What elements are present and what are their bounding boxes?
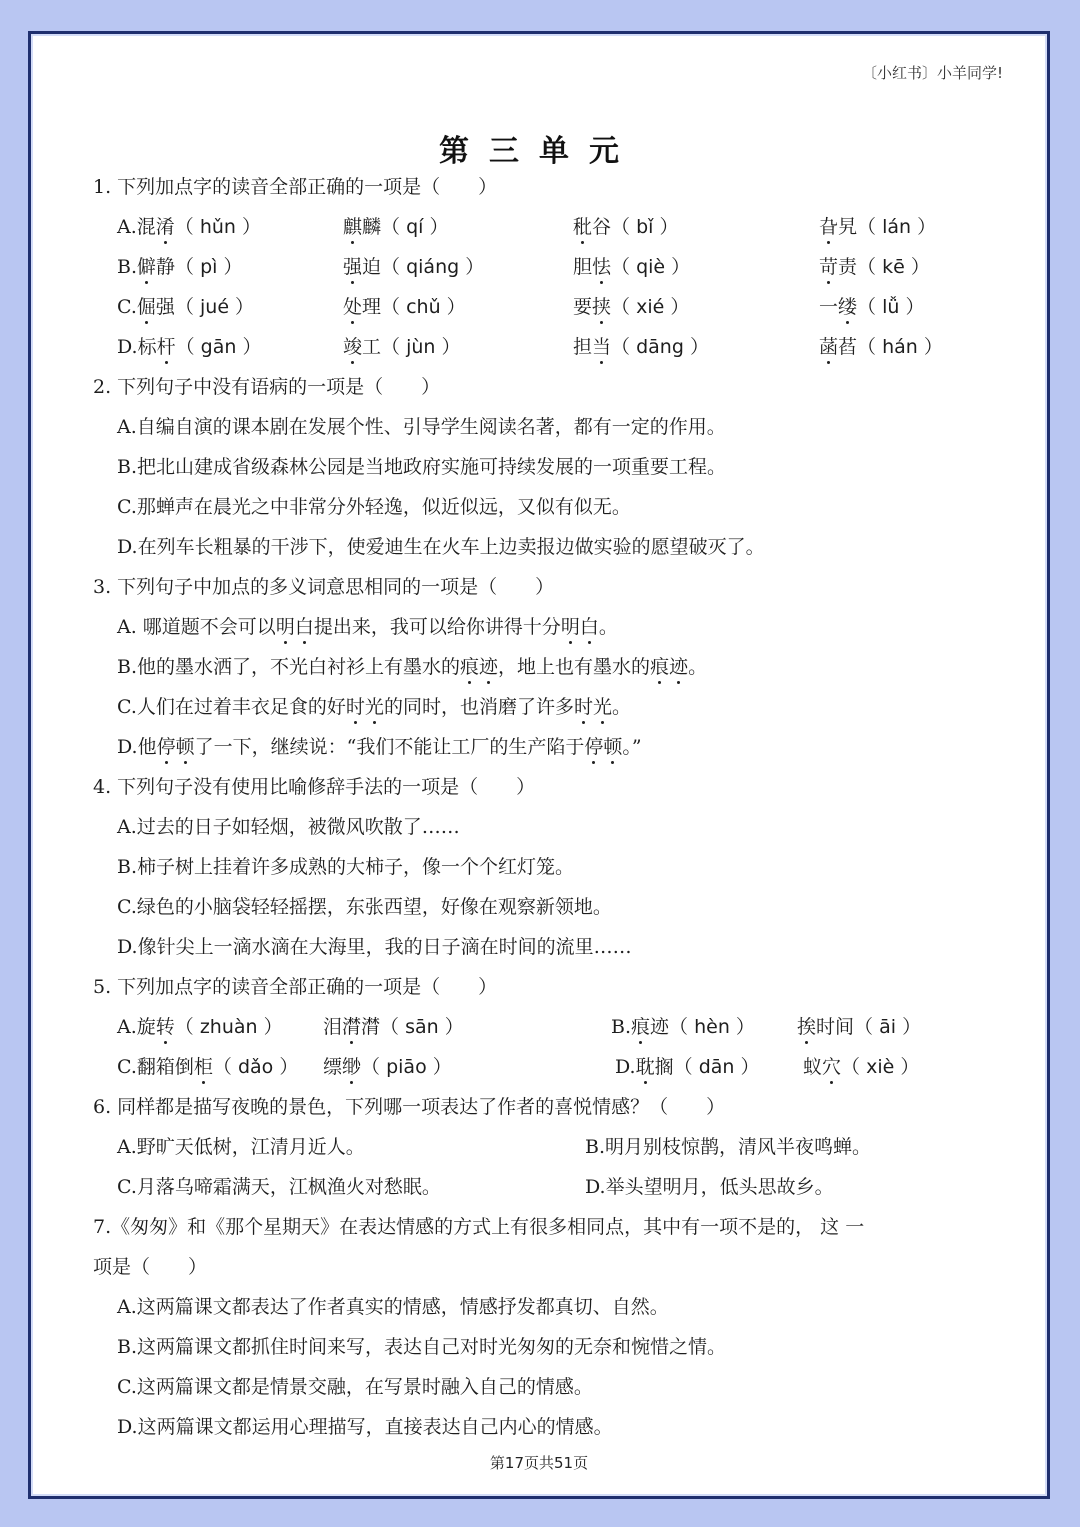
question-stem: 项是（ ）: [93, 1256, 208, 1278]
pinyin: dǎo: [231, 1056, 280, 1078]
dotted-char: 时: [345, 696, 365, 718]
question-stem: 3. 下列句子中加点的多义词意思相同的一项是（ ）: [93, 576, 555, 598]
pinyin: jué: [193, 296, 236, 318]
pinyin-item: C.倔强（ jué ）: [117, 296, 255, 318]
dotted-char: 顿: [175, 736, 195, 758]
dotted-char: 柜: [193, 1056, 213, 1078]
answer-option-row: [93, 1127, 993, 1167]
dotted-char: 白: [579, 616, 599, 638]
pinyin-item: C.翻箱倒柜（ dǎo ）: [117, 1056, 299, 1078]
page-number: 第17页共51页: [489, 1454, 589, 1472]
pinyin-item: 挨时间（ āi ）: [797, 1016, 922, 1038]
question-stem: 2. 下列句子中没有语病的一项是（ ）: [93, 376, 441, 398]
answer-option: C.绿色的小脑袋轻轻摇摆，东张西望，好像在观察新领地。: [117, 896, 612, 918]
answer-option: C.这两篇课文都是情景交融，在写景时融入自己的情感。: [117, 1376, 593, 1398]
pinyin-item: 泪潸潸（ sān ）: [323, 1016, 464, 1038]
answer-option: D.他停顿了一下，继续说：“我们不能让工厂的生产陷于停顿。”: [117, 736, 642, 758]
answer-option: B.柿子树上挂着许多成熟的大柿子，像一个个红灯笼。: [117, 856, 575, 878]
answer-option: D.举头望明月，低头思故乡。: [585, 1176, 834, 1198]
worksheet-page: [28, 31, 1050, 1499]
pinyin: chǔ: [400, 296, 447, 318]
pinyin-item: 胆怯（ qiè ）: [573, 256, 691, 278]
answer-option: D.这两篇课文都运用心理描写，直接表达自己内心的情感。: [117, 1416, 613, 1438]
pinyin-item: D.标杆（ gān ）: [117, 336, 262, 358]
dotted-char: 停: [584, 736, 604, 758]
dotted-char: 挨: [797, 1016, 817, 1038]
dotted-char: 淆: [155, 216, 175, 238]
dotted-char: 苛: [819, 256, 839, 278]
answer-option-row: [93, 1007, 993, 1047]
dotted-char: 痕: [631, 1016, 651, 1038]
pinyin-item: A.旋转（ zhuàn ）: [117, 1016, 283, 1038]
dotted-char: 迹: [669, 656, 689, 678]
pinyin: sān: [399, 1016, 445, 1038]
answer-option: A. 哪道题不会可以明白提出来，我可以给你讲得十分明白。: [117, 616, 618, 638]
answer-option: B.明月别枝惊鹊，清风半夜鸣蝉。: [585, 1136, 872, 1158]
page-title: 第三单元: [439, 134, 639, 169]
question-stem: 6. 同样都是描写夜晚的景色，下列哪一项表达了作者的喜悦情感？（ ）: [93, 1096, 726, 1118]
pinyin: hǔn: [193, 216, 243, 238]
answer-option-row: [93, 207, 993, 247]
answer-option-row: [93, 287, 993, 327]
answer-option: A.自编自演的课本剧在发展个性、引导学生阅读名著，都有一定的作用。: [117, 416, 726, 438]
pinyin-item: D.耽搁（ dān ）: [615, 1056, 760, 1078]
pinyin-item: 担当（ dāng ）: [573, 336, 709, 358]
answer-option-row: [93, 247, 993, 287]
pinyin: qiáng: [400, 256, 466, 278]
dotted-char: 痕: [650, 656, 670, 678]
question-stem: 7.《匆匆》和《那个星期天》在表达情感的方式上有很多相同点，其中有一项不是的， 这 一: [93, 1216, 865, 1238]
question-stem: 5. 下列加点字的读音全部正确的一项是（ ）: [93, 976, 498, 998]
pinyin-item: A.混淆（ hǔn ）: [117, 216, 262, 238]
pinyin: qiè: [630, 256, 672, 278]
answer-option-row: [93, 1047, 993, 1087]
answer-option: A.野旷天低树，江清月近人。: [117, 1136, 365, 1158]
pinyin: āi: [873, 1016, 903, 1038]
dotted-char: 光: [592, 696, 612, 718]
dotted-char: 倔: [136, 296, 156, 318]
dotted-char: 僻: [137, 256, 157, 278]
dotted-char: 顿: [603, 736, 623, 758]
pinyin-item: 处理（ chǔ ）: [343, 296, 466, 318]
pinyin-item: 秕谷（ bǐ ）: [573, 216, 679, 238]
dotted-char: 光: [364, 696, 384, 718]
dotted-char: 潸: [342, 1016, 362, 1038]
pinyin: qí: [400, 216, 430, 238]
answer-option: A.这两篇课文都表达了作者真实的情感，情感抒发都真切、自然。: [117, 1296, 669, 1318]
dotted-char: 竣: [343, 336, 363, 358]
question-stem: 1. 下列加点字的读音全部正确的一项是（ ）: [93, 176, 498, 198]
dotted-char: 当: [592, 336, 612, 358]
pinyin: jùn: [400, 336, 442, 358]
pinyin: pì: [194, 256, 224, 278]
dotted-char: 白: [294, 616, 314, 638]
dotted-char: 明: [275, 616, 295, 638]
answer-option: B.他的墨水洒了，不光白衬衫上有墨水的痕迹，地上也有墨水的痕迹。: [117, 656, 708, 678]
pinyin-item: 要挟（ xié ）: [573, 296, 690, 318]
dotted-char: 痕: [460, 656, 480, 678]
answer-option: C.月落乌啼霜满天，江枫渔火对愁眠。: [117, 1176, 441, 1198]
pinyin-item: 一缕（ lǚ ）: [819, 296, 925, 318]
dotted-char: 迹: [479, 656, 499, 678]
pinyin-item: 苛责（ kē ）: [819, 256, 930, 278]
pinyin-item: B.僻静（ pì ）: [117, 256, 243, 278]
answer-option-row: [93, 327, 993, 367]
dotted-char: 停: [156, 736, 176, 758]
question-stem: 4. 下列句子没有使用比喻修辞手法的一项是（ ）: [93, 776, 536, 798]
dotted-char: 强: [343, 256, 363, 278]
dotted-char: 穴: [822, 1056, 842, 1078]
dotted-char: 秕: [573, 216, 593, 238]
pinyin: gān: [194, 336, 243, 358]
dotted-char: 耽: [635, 1056, 655, 1078]
dotted-char: 菡: [819, 336, 839, 358]
answer-option: C.那蝉声在晨光之中非常分外轻逸，似近似远，又似有似无。: [117, 496, 631, 518]
answer-option: B.这两篇课文都抓住时间来写，表达自己对时光匆匆的无奈和惋惜之情。: [117, 1336, 727, 1358]
answer-option-row: [93, 1167, 993, 1207]
pinyin-item: 蚁穴（ xiè ）: [803, 1056, 920, 1078]
pinyin-item: 缥缈（ piāo ）: [323, 1056, 452, 1078]
pinyin: xié: [630, 296, 671, 318]
dotted-char: 时: [573, 696, 593, 718]
answer-option: A.过去的日子如轻烟，被微风吹散了……: [117, 816, 460, 838]
pinyin: hèn: [688, 1016, 736, 1038]
dotted-char: 怯: [592, 256, 612, 278]
pinyin: dān: [692, 1056, 741, 1078]
dotted-char: 旮: [819, 216, 839, 238]
pinyin: lán: [876, 216, 918, 238]
dotted-char: 缈: [342, 1056, 362, 1078]
watermark: 〔小红书〕小羊同学!: [861, 64, 1003, 82]
dotted-char: 处: [343, 296, 363, 318]
pinyin: bǐ: [630, 216, 660, 238]
pinyin-item: 强迫（ qiáng ）: [343, 256, 485, 278]
dotted-char: 转: [155, 1016, 175, 1038]
answer-option: D.像针尖上一滴水滴在大海里，我的日子滴在时间的流里……: [117, 936, 632, 958]
pinyin-item: 麒麟（ qí ）: [343, 216, 449, 238]
answer-option: D.在列车长粗暴的干涉下，使爱迪生在火车上边卖报边做实验的愿望破灭了。: [117, 536, 765, 558]
pinyin: xiè: [860, 1056, 901, 1078]
pinyin: lǚ: [876, 296, 906, 318]
answer-option: B.把北山建成省级森林公园是当地政府实施可持续发展的一项重要工程。: [117, 456, 727, 478]
pinyin-item: 旮旯（ lán ）: [819, 216, 937, 238]
pinyin-item: 竣工（ jùn ）: [343, 336, 461, 358]
dotted-char: 麒: [343, 216, 363, 238]
dotted-char: 明: [560, 616, 580, 638]
pinyin: piāo: [380, 1056, 433, 1078]
pinyin-item: 菡萏（ hán ）: [819, 336, 943, 358]
dotted-char: 缕: [838, 296, 858, 318]
pinyin: hán: [876, 336, 924, 358]
pinyin: kē: [876, 256, 911, 278]
pinyin: dāng: [630, 336, 690, 358]
pinyin-item: B.痕迹（ hèn ）: [611, 1016, 755, 1038]
pinyin: zhuàn: [193, 1016, 264, 1038]
dotted-char: 杆: [156, 336, 176, 358]
question-list: [93, 167, 993, 1447]
answer-option: C.人们在过着丰衣足食的好时光的同时，也消磨了许多时光。: [117, 696, 631, 718]
dotted-char: 挟: [592, 296, 612, 318]
